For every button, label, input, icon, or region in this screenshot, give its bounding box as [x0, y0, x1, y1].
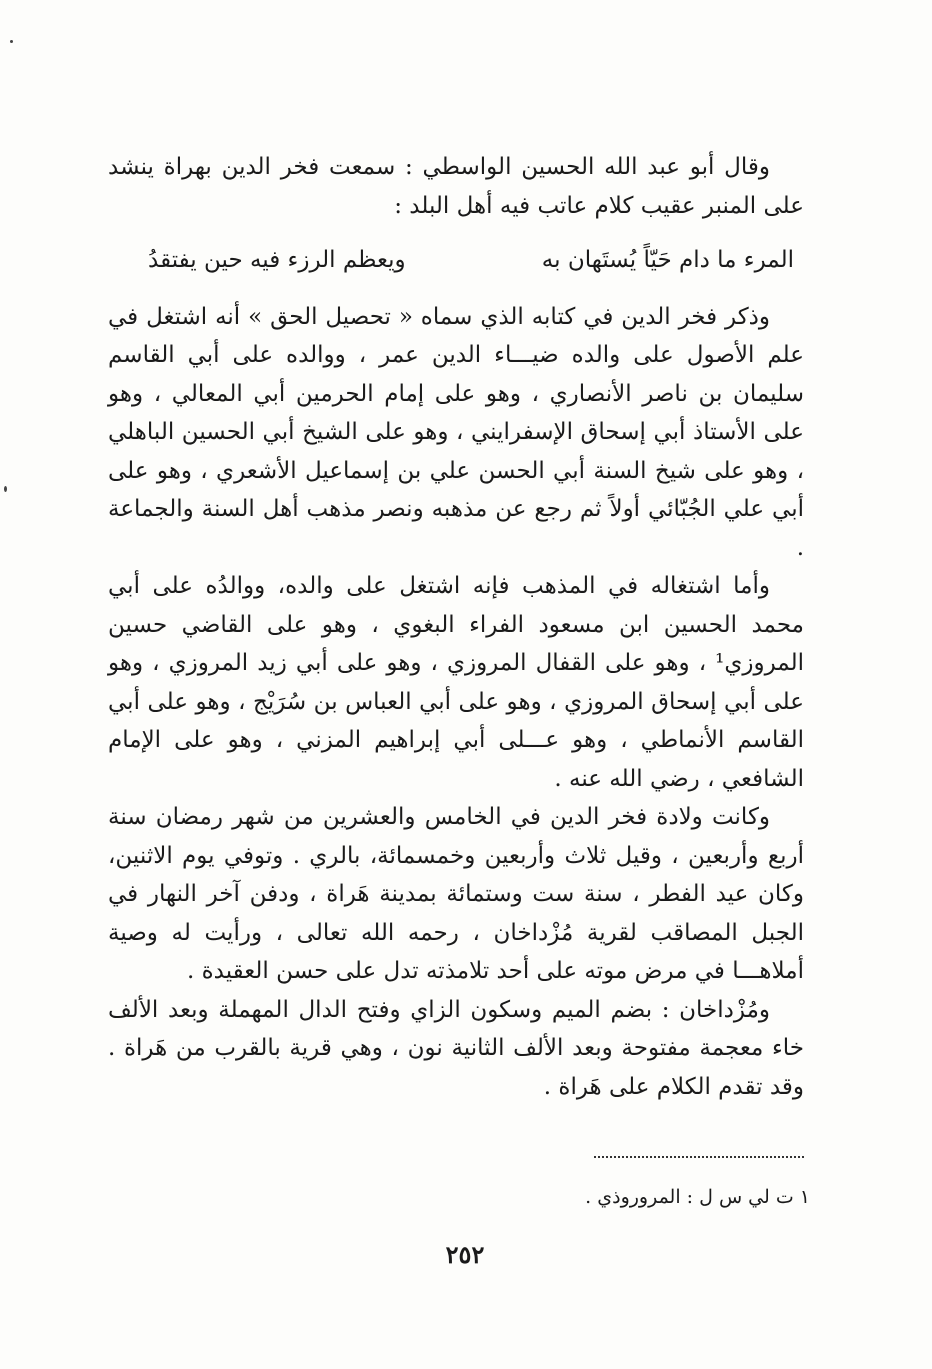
paragraph-madhhab-chain: وأما اشتغاله في المذهب فإنه اشتغل على والده، ووالدُه على أبي محمد الحسين ابن مسعود الفراء البغوي ، وهو على القاضي حسين المروزي¹ ، وهو على القفال المروزي ، وهو على أبي زيد المروزي ، وهو على أبي إسحاق المروزي ، وهو على أبي العباس بن سُرَيْج ، وهو على أبي القاسم الأنماطي ، وهو عـــلى أبي إبراهيم المزني ، وهو على الإمام الشافعي ، رضي الله عنه .: [108, 573, 804, 792]
poem-first-hemistich: المرء ما دام حَيّاً يُستَهان به: [541, 247, 794, 273]
main-text: [108, 148, 804, 1106]
scan-speck: [10, 40, 13, 43]
footnote-divider: [594, 1156, 804, 1158]
poem-second-hemistich: ويعظم الرزء فيه حين يفتقدُ: [148, 247, 406, 273]
scan-speck: [4, 486, 7, 492]
page-number: ٢٥٢: [445, 1240, 485, 1269]
paragraph-birth-death: وكانت ولادة فخر الدين في الخامس والعشرين من شهر رمضان سنة أربع وأربعين ، وقيل ثلاث وأربعين وخمسمائة، بالري . وتوفي يوم الاثنين، وكان عيد الفطر ، سنة ست وستمائة بمدينة هَراة ، ودفن آخر النهار في الجبل المصاقب لقرية مُزْداخان ، رحمه الله تعالى ، ورأيت له وصية أملاهـــا في مرض موته على أحد تلامذته تدل على حسن العقيدة .: [108, 804, 804, 984]
paragraph-usul-chain: وذكر فخر الدين في كتابه الذي سماه « تحصيل الحق » أنه اشتغل في علم الأصول على والده ضيـــاء الدين عمر ، ووالده على أبي القاسم سليمان بن ناصر الأنصاري ، وهو على إمام الحرمين أبي المعالي ، وهو على الأستاذ أبي إسحاق الإسفرايني ، وهو على الشيخ أبي الحسين الباهلي ، وهو على شيخ السنة أبي الحسن علي بن إسماعيل الأشعري ، وهو على أبي علي الجُبّائي أولاً ثم رجع عن مذهبه ونصر مذهب أهل السنة والجماعة .: [108, 303, 804, 561]
footnote: ١ ت لي س ل : المروروذي .: [585, 1186, 810, 1208]
paragraph-muzdakhan: ومُزْداخان : بضم الميم وسكون الزاي وفتح الدال المهملة وبعد الألف خاء معجمة مفتوحة وبعد الألف الثانية نون ، وهي قرية بالقرب من هَراة . وقد تقدم الكلام على هَراة .: [108, 996, 804, 1100]
poem-verse: [108, 241, 804, 280]
paragraph-intro: وقال أبو عبد الله الحسين الواسطي : سمعت فخر الدين بهراة ينشد على المنبر عقيب كلام عاتب فيه أهل البلد :: [108, 154, 804, 219]
